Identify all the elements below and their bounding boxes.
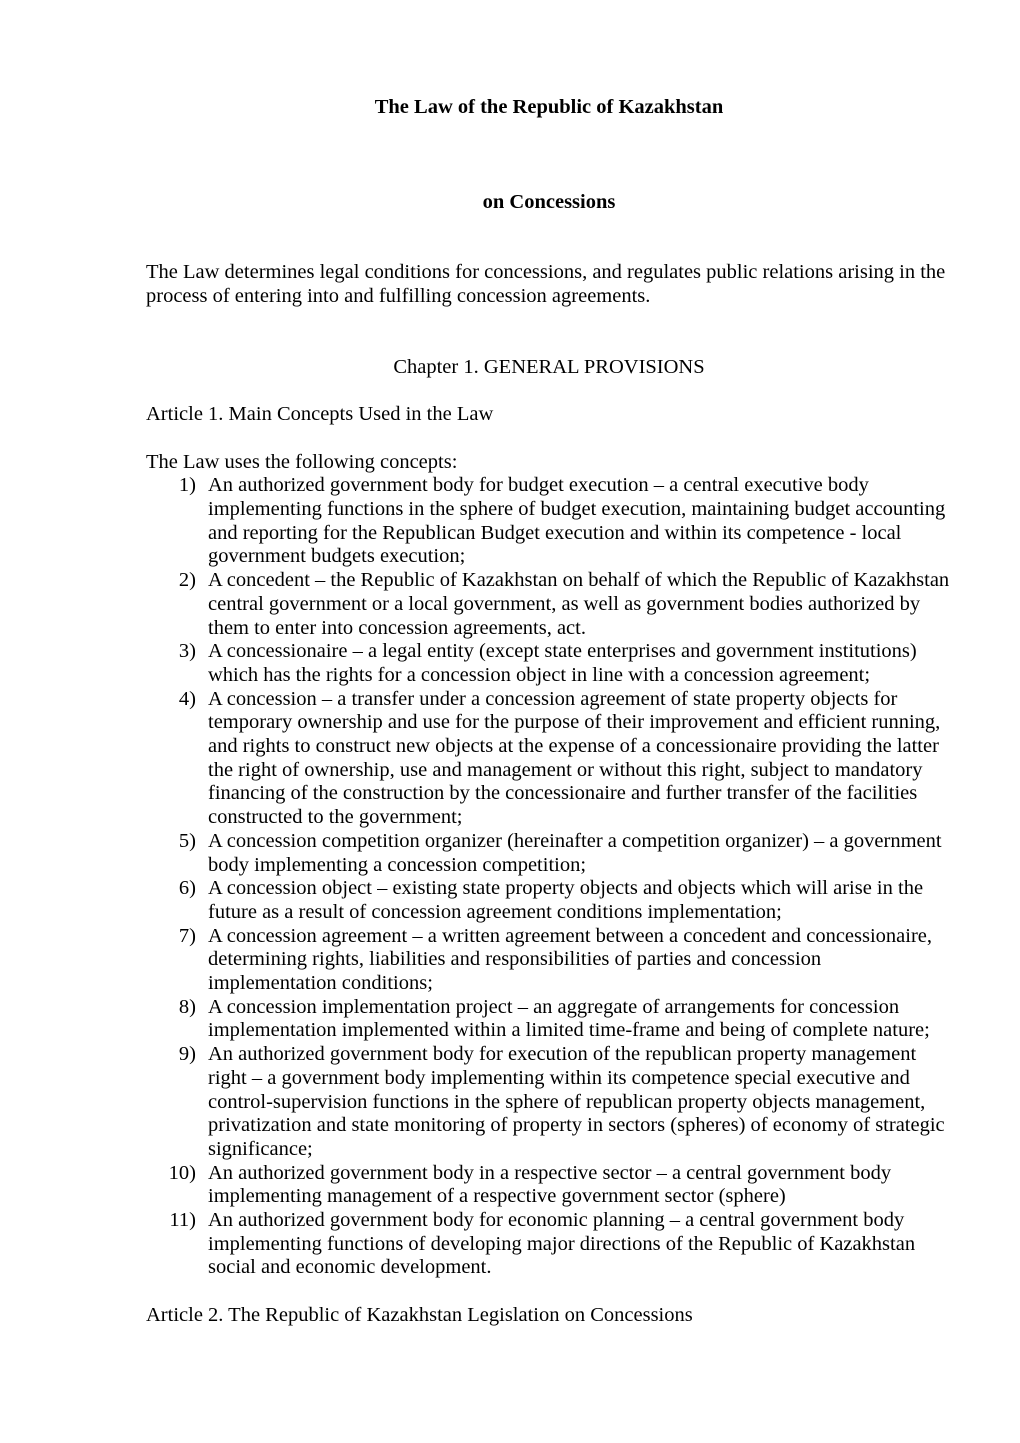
list-item-text: An authorized government body for economic planning – a central government body implementing functions of developing major directions of the Republic of Kazakhstan social and economic development. — [208, 1209, 916, 1279]
list-item — [146, 640, 952, 687]
article-1-heading: Article 1. Main Concepts Used in the Law — [146, 403, 494, 426]
document-title: The Law of the Republic of Kazakhstan — [374, 96, 724, 118]
list-item — [146, 688, 952, 830]
list-item — [146, 1043, 952, 1162]
concepts-lead-paragraph: The Law uses the following concepts: — [146, 450, 458, 473]
list-item — [146, 569, 952, 640]
list-item-text: An authorized government body for budget execution – a central executive body implementing functions in the sphere of budget execution, maintaining budget accounting and reporting for the Republican Budget execution and within its competence - local government budgets execution; — [208, 474, 946, 568]
list-item-number: 9) — [178, 1043, 196, 1066]
list-item-number: 5) — [178, 829, 196, 852]
list-item — [146, 1162, 952, 1209]
list-item-text: A concedent – the Republic of Kazakhstan on behalf of which the Republic of Kazakhstan central government or a local government, as well as government bodies authorized by them to enter into concession agreements, act. — [208, 569, 950, 639]
list-item-text: An authorized government body for execution of the republican property management right – a government body implementing within its competence special executive and control-supervision functions in the sphere of republican property objects management, privatization and state monitoring of property in sectors (spheres) of economy of strategic significance; — [208, 1043, 945, 1160]
list-item — [146, 474, 952, 569]
list-item-number: 10) — [168, 1161, 196, 1184]
chapter-1-heading: Chapter 1. GENERAL PROVISIONS — [393, 355, 705, 378]
concepts-list — [146, 474, 952, 1280]
list-item-number: 7) — [178, 924, 196, 947]
article-2-heading: Article 2. The Republic of Kazakhstan Legislation on Concessions — [146, 1303, 693, 1326]
list-item — [146, 830, 952, 877]
document-subtitle: on Concessions — [482, 190, 616, 213]
list-item-text: A concession agreement – a written agreement between a concedent and concessionaire, determining rights, liabilities and responsibilities of parties and concession implementation conditions; — [208, 924, 933, 995]
list-item-number: 11) — [169, 1209, 196, 1232]
list-item — [146, 925, 952, 996]
list-item-text: An authorized government body in a respective sector – a central government body implementing management of a respective government sector (sphere) — [208, 1161, 892, 1208]
list-item-number: 3) — [178, 640, 196, 663]
intro-paragraph: The Law determines legal conditions for concessions, and regulates public relations arising in the process of entering into and fulfilling concession agreements. — [146, 261, 946, 308]
list-item-text: A concession – a transfer under a concession agreement of state property objects for temporary ownership and use for the purpose of their improvement and efficient running, and rights to construct new objects at the expense of a concessionaire providing the latter the right of ownership, use and management or without this right, subject to mandatory financing of the construction by the concessionaire and further transfer of the facilities constructed to the government; — [208, 687, 941, 829]
list-item — [146, 877, 952, 924]
list-item — [146, 996, 952, 1043]
list-item-number: 6) — [178, 877, 196, 900]
list-item-number: 1) — [178, 474, 196, 497]
list-item — [146, 1209, 952, 1280]
list-item-number: 8) — [178, 995, 196, 1018]
list-item-number: 4) — [178, 687, 196, 710]
list-item-text: A concessionaire – a legal entity (except state enterprises and government institutions) which has the rights for a concession object in line with a concession agreement; — [208, 640, 917, 686]
list-item-text: A concession competition organizer (hereinafter a competition organizer) – a government body implementing a concession competition; — [208, 829, 942, 876]
list-item-number: 2) — [178, 569, 196, 592]
list-item-text: A concession implementation project – an aggregate of arrangements for concession implementation implemented within a limited time-frame and being of complete nature; — [208, 995, 930, 1042]
list-item-text: A concession object – existing state property objects and objects which will arise in the future as a result of concession agreement conditions implementation; — [208, 877, 924, 923]
